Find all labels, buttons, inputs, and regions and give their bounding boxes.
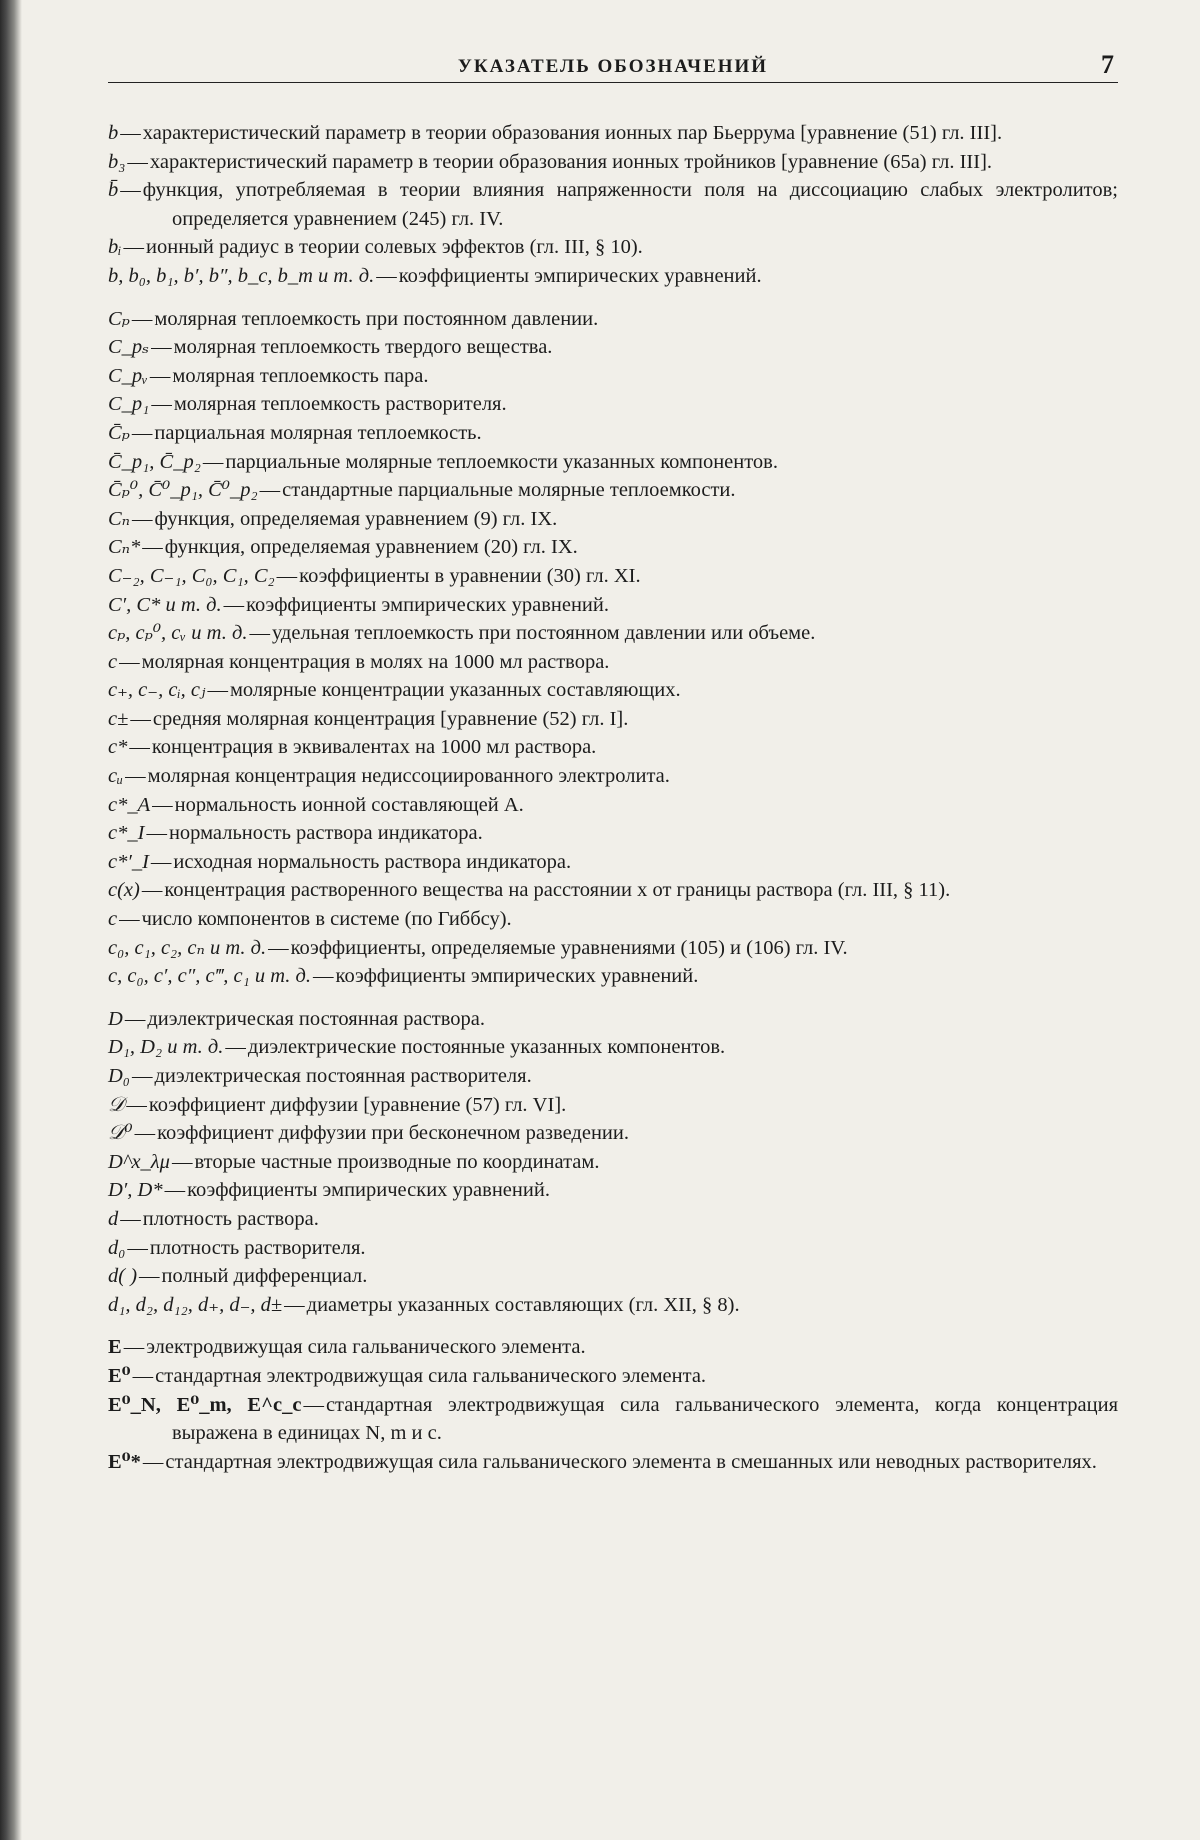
em-dash: — [119, 650, 140, 673]
notation-symbol: c₊, c₋, cᵢ, cⱼ [108, 679, 206, 702]
notation-symbol: cₚ, cₚ⁰, cᵥ и т. д. [108, 622, 248, 645]
em-dash: — [142, 536, 163, 559]
em-dash: — [152, 793, 173, 816]
notation-group [108, 1005, 1118, 1320]
notation-group [108, 305, 1118, 991]
notation-symbol: C̄ₚ [108, 421, 130, 444]
notation-entry [108, 1148, 1118, 1177]
notation-entry [108, 591, 1118, 620]
notation-definition: молярная теплоемкость при постоянном давлении. [154, 307, 599, 330]
notation-group [108, 119, 1118, 291]
notation-definition: характеристический параметр в теории образования ионных пар Бьеррума [уравнение (51) гл. III]. [142, 122, 1003, 144]
notation-definition: нормальность ионной составляющей A. [174, 793, 524, 816]
notation-group [108, 1333, 1118, 1476]
notation-definition: стандартная электродвижущая сила гальванического элемента. [155, 1364, 707, 1387]
notation-entry [108, 1176, 1118, 1205]
notation-entry [108, 505, 1118, 534]
em-dash: — [268, 936, 289, 959]
em-dash: — [151, 393, 172, 416]
em-dash: — [119, 908, 140, 931]
notation-definition: коэффициент диффузии при бесконечном разведении. [157, 1122, 629, 1145]
notation-definition: молярная теплоемкость твердого вещества. [173, 336, 553, 359]
notation-entry [108, 791, 1118, 820]
notation-entry [108, 448, 1118, 477]
em-dash: — [127, 150, 148, 173]
notation-symbol: c*′_I [108, 850, 149, 873]
notation-definition: концентрация в эквивалентах на 1000 мл раствора. [151, 736, 597, 759]
em-dash: — [120, 1207, 141, 1230]
notation-definition: молярная теплоемкость пара. [172, 364, 429, 387]
em-dash: — [123, 236, 144, 259]
notation-entry [108, 962, 1118, 991]
notation-symbol: C̄ₚ⁰, C̄⁰_p₁, C̄⁰_p₂ [108, 479, 258, 502]
notation-entry [108, 1119, 1118, 1148]
notation-definition: коэффициенты эмпирических уравнений. [246, 593, 609, 616]
notation-entry [108, 1362, 1118, 1391]
em-dash: — [127, 1236, 148, 1259]
notation-entry [108, 762, 1118, 791]
notation-symbol: D₀ [108, 1065, 130, 1087]
em-dash: — [151, 336, 172, 359]
notation-entry [108, 362, 1118, 391]
notation-symbol: C̄_p₁, C̄_p₂ [108, 450, 201, 473]
notation-entry [108, 419, 1118, 448]
notation-symbol: c [108, 650, 118, 673]
notation-symbol: c, c₀, c′, c″, c‴, c₁ и т. д. [108, 965, 312, 988]
notation-symbol: c± [108, 707, 129, 730]
notation-symbol: b [108, 122, 119, 144]
notation-definition: коэффициенты в уравнении (30) гл. XI. [299, 564, 641, 587]
notation-entry [108, 1291, 1118, 1320]
em-dash: — [376, 264, 397, 287]
notation-definition: концентрация растворенного вещества на расстоянии x от границы раствора (гл. III, § 11). [164, 879, 951, 902]
notation-definition: функция, определяемая уравнением (20) гл. IX. [164, 536, 578, 559]
notation-symbol: cᵤ [108, 765, 124, 788]
em-dash: — [132, 1364, 154, 1387]
notation-definition: плотность растворителя. [149, 1236, 366, 1259]
notation-definition: удельная теплоемкость при постоянном давлении или объеме. [271, 622, 816, 645]
em-dash: — [134, 1122, 156, 1145]
notation-definition: полный дифференциал. [161, 1265, 368, 1288]
em-dash: — [139, 1265, 160, 1288]
notation-symbol: Cₙ* [108, 536, 141, 559]
notation-definition: стандартная электродвижущая сила гальванического элемента в смешанных или неводных растворителях. [165, 1450, 1097, 1473]
em-dash: — [131, 1065, 153, 1087]
notation-symbol: Cₙ [108, 507, 130, 530]
notation-symbol: c*_I [108, 822, 145, 845]
notation-definition: коэффициент диффузии [уравнение (57) гл. VI]. [148, 1093, 567, 1116]
notation-symbol: C_pₛ [108, 336, 150, 359]
notation-definition: молярная концентрация в молях на 1000 мл раствора. [141, 650, 610, 673]
em-dash: — [141, 879, 163, 902]
notation-entry [108, 1033, 1118, 1062]
header-title: УКАЗАТЕЛЬ ОБОЗНАЧЕНИЙ [457, 56, 769, 77]
em-dash: — [131, 307, 153, 330]
notation-symbol: Cₚ [108, 307, 130, 330]
notation-definition: диэлектрическая постоянная растворителя. [154, 1065, 532, 1087]
em-dash: — [146, 822, 167, 845]
em-dash: — [124, 1007, 146, 1030]
notation-symbol: E [108, 1336, 122, 1359]
notation-symbol: b, b₀, b₁, b′, b″, b_c, b_m и т. д. [108, 264, 375, 287]
notation-definition: стандартная электродвижущая сила гальванического элемента, когда концентрация выражена в единицах N, m и c. [172, 1393, 1118, 1445]
em-dash: — [120, 122, 141, 144]
notation-entry [108, 148, 1118, 177]
notation-definition: диаметры указанных составляющих (гл. XII, § 8). [306, 1293, 740, 1316]
em-dash: — [284, 1293, 305, 1316]
notation-symbol: d₁, d₂, d₁₂, d₊, d₋, d± [108, 1293, 283, 1316]
notation-index [108, 119, 1118, 1476]
notation-symbol: b̄ [108, 179, 119, 202]
notation-definition: стандартные парциальные молярные теплоемкости. [282, 479, 736, 502]
notation-entry [108, 619, 1118, 648]
notation-entry [108, 733, 1118, 762]
em-dash: — [202, 450, 224, 473]
em-dash: — [142, 1450, 164, 1473]
notation-symbol: d( ) [108, 1265, 138, 1288]
notation-symbol: C_p₁ [108, 393, 150, 416]
notation-symbol: E⁰_N, E⁰_m, E^c_c [108, 1393, 302, 1416]
notation-symbol: C_pᵥ [108, 364, 148, 387]
notation-entry [108, 676, 1118, 705]
notation-definition: коэффициенты эмпирических уравнений. [335, 965, 699, 988]
notation-entry [108, 262, 1118, 291]
notation-definition: диэлектрические постоянные указанных компонентов. [247, 1036, 726, 1059]
em-dash: — [164, 1179, 186, 1202]
notation-entry [108, 333, 1118, 362]
notation-entry [108, 1333, 1118, 1362]
running-header [108, 48, 1118, 83]
notation-symbol: D′, D* [108, 1179, 163, 1202]
notation-definition: парциальная молярная теплоемкость. [154, 421, 482, 444]
em-dash: — [131, 507, 153, 530]
notation-symbol: c* [108, 736, 128, 759]
notation-symbol: E⁰ [108, 1364, 131, 1387]
em-dash: — [120, 179, 141, 202]
notation-symbol: d [108, 1207, 119, 1230]
notation-entry [108, 1391, 1118, 1448]
notation-symbol: D₁, D₂ и т. д. [108, 1036, 224, 1059]
notation-symbol: d₀ [108, 1236, 126, 1259]
notation-entry [108, 562, 1118, 591]
em-dash: — [123, 1336, 145, 1359]
notation-entry [108, 533, 1118, 562]
notation-definition: коэффициенты, определяемые уравнениями (105) и (106) гл. IV. [290, 936, 848, 959]
notation-definition: электродвижущая сила гальванического элемента. [146, 1336, 586, 1359]
em-dash: — [126, 1093, 147, 1116]
page-number: 7 [1101, 50, 1114, 79]
em-dash: — [125, 765, 146, 788]
em-dash: — [223, 593, 245, 616]
em-dash: — [303, 1393, 324, 1416]
notation-symbol: c*_A [108, 793, 151, 816]
notation-definition: молярные концентрации указанных составляющих. [229, 679, 681, 702]
notation-entry [108, 176, 1118, 233]
notation-symbol: E⁰* [108, 1450, 141, 1473]
notation-definition: молярная теплоемкость растворителя. [173, 393, 507, 416]
em-dash: — [313, 965, 334, 988]
notation-entry [108, 934, 1118, 963]
em-dash: — [259, 479, 281, 502]
em-dash: — [129, 736, 150, 759]
notation-symbol: 𝒟 [108, 1093, 125, 1116]
notation-definition: парциальные молярные теплоемкости указанных компонентов. [225, 450, 778, 473]
notation-entry [108, 1234, 1118, 1263]
notation-definition: молярная концентрация недиссоциированного электролита. [147, 765, 670, 788]
em-dash: — [130, 707, 151, 730]
notation-definition: характеристический параметр в теории образования ионных тройников [уравнение (65а) гл. III]. [149, 150, 993, 173]
notation-definition: диэлектрическая постоянная раствора. [147, 1007, 485, 1030]
notation-symbol: D^x_λμ [108, 1150, 170, 1173]
em-dash: — [149, 364, 171, 387]
notation-entry [108, 233, 1118, 262]
notation-entry [108, 705, 1118, 734]
notation-entry [108, 476, 1118, 505]
em-dash: — [276, 564, 298, 587]
notation-entry [108, 119, 1118, 148]
notation-symbol: D [108, 1007, 123, 1030]
notation-entry [108, 1262, 1118, 1291]
em-dash: — [207, 679, 228, 702]
em-dash: — [171, 1150, 193, 1173]
notation-definition: плотность раствора. [142, 1207, 319, 1230]
notation-symbol: b₃ [108, 150, 126, 173]
notation-definition: число компонентов в системе (по Гиббсу). [141, 908, 512, 931]
em-dash: — [225, 1036, 246, 1059]
notation-entry [108, 819, 1118, 848]
notation-definition: функция, употребляемая в теории влияния напряженности поля на диссоциацию слабых электролитов; определяется уравнением (245) гл. IV. [142, 179, 1118, 230]
notation-entry [108, 1448, 1118, 1477]
notation-entry [108, 1205, 1118, 1234]
notation-definition: коэффициенты эмпирических уравнений. [187, 1179, 550, 1202]
notation-entry [108, 876, 1118, 905]
notation-entry [108, 305, 1118, 334]
notation-symbol: 𝒟⁰ [108, 1122, 133, 1145]
notation-symbol: c₀, c₁, c₂, cₙ и т. д. [108, 936, 267, 959]
em-dash: — [249, 622, 270, 645]
notation-definition: нормальность раствора индикатора. [168, 822, 483, 845]
em-dash: — [150, 850, 172, 873]
notation-symbol: bᵢ [108, 236, 122, 259]
book-binding-edge [0, 0, 22, 1840]
notation-entry [108, 905, 1118, 934]
document-page [108, 48, 1118, 1490]
notation-entry [108, 1005, 1118, 1034]
notation-definition: исходная нормальность раствора индикатора. [173, 850, 572, 873]
notation-definition: ионный радиус в теории солевых эффектов (гл. III, § 10). [146, 236, 643, 259]
notation-symbol: C₋₂, C₋₁, C₀, C₁, C₂ [108, 564, 275, 587]
notation-definition: функция, определяемая уравнением (9) гл. IX. [154, 507, 558, 530]
notation-entry [108, 1091, 1118, 1120]
notation-definition: вторые частные производные по координатам. [194, 1150, 600, 1173]
notation-symbol: c(x) [108, 879, 140, 902]
notation-entry [108, 648, 1118, 677]
notation-entry [108, 848, 1118, 877]
notation-symbol: c [108, 908, 118, 931]
notation-definition: средняя молярная концентрация [уравнение (52) гл. I]. [152, 707, 629, 730]
notation-entry [108, 390, 1118, 419]
notation-definition: коэффициенты эмпирических уравнений. [398, 264, 762, 287]
notation-entry [108, 1062, 1118, 1091]
notation-symbol: C′, C* и т. д. [108, 593, 222, 616]
em-dash: — [131, 421, 153, 444]
